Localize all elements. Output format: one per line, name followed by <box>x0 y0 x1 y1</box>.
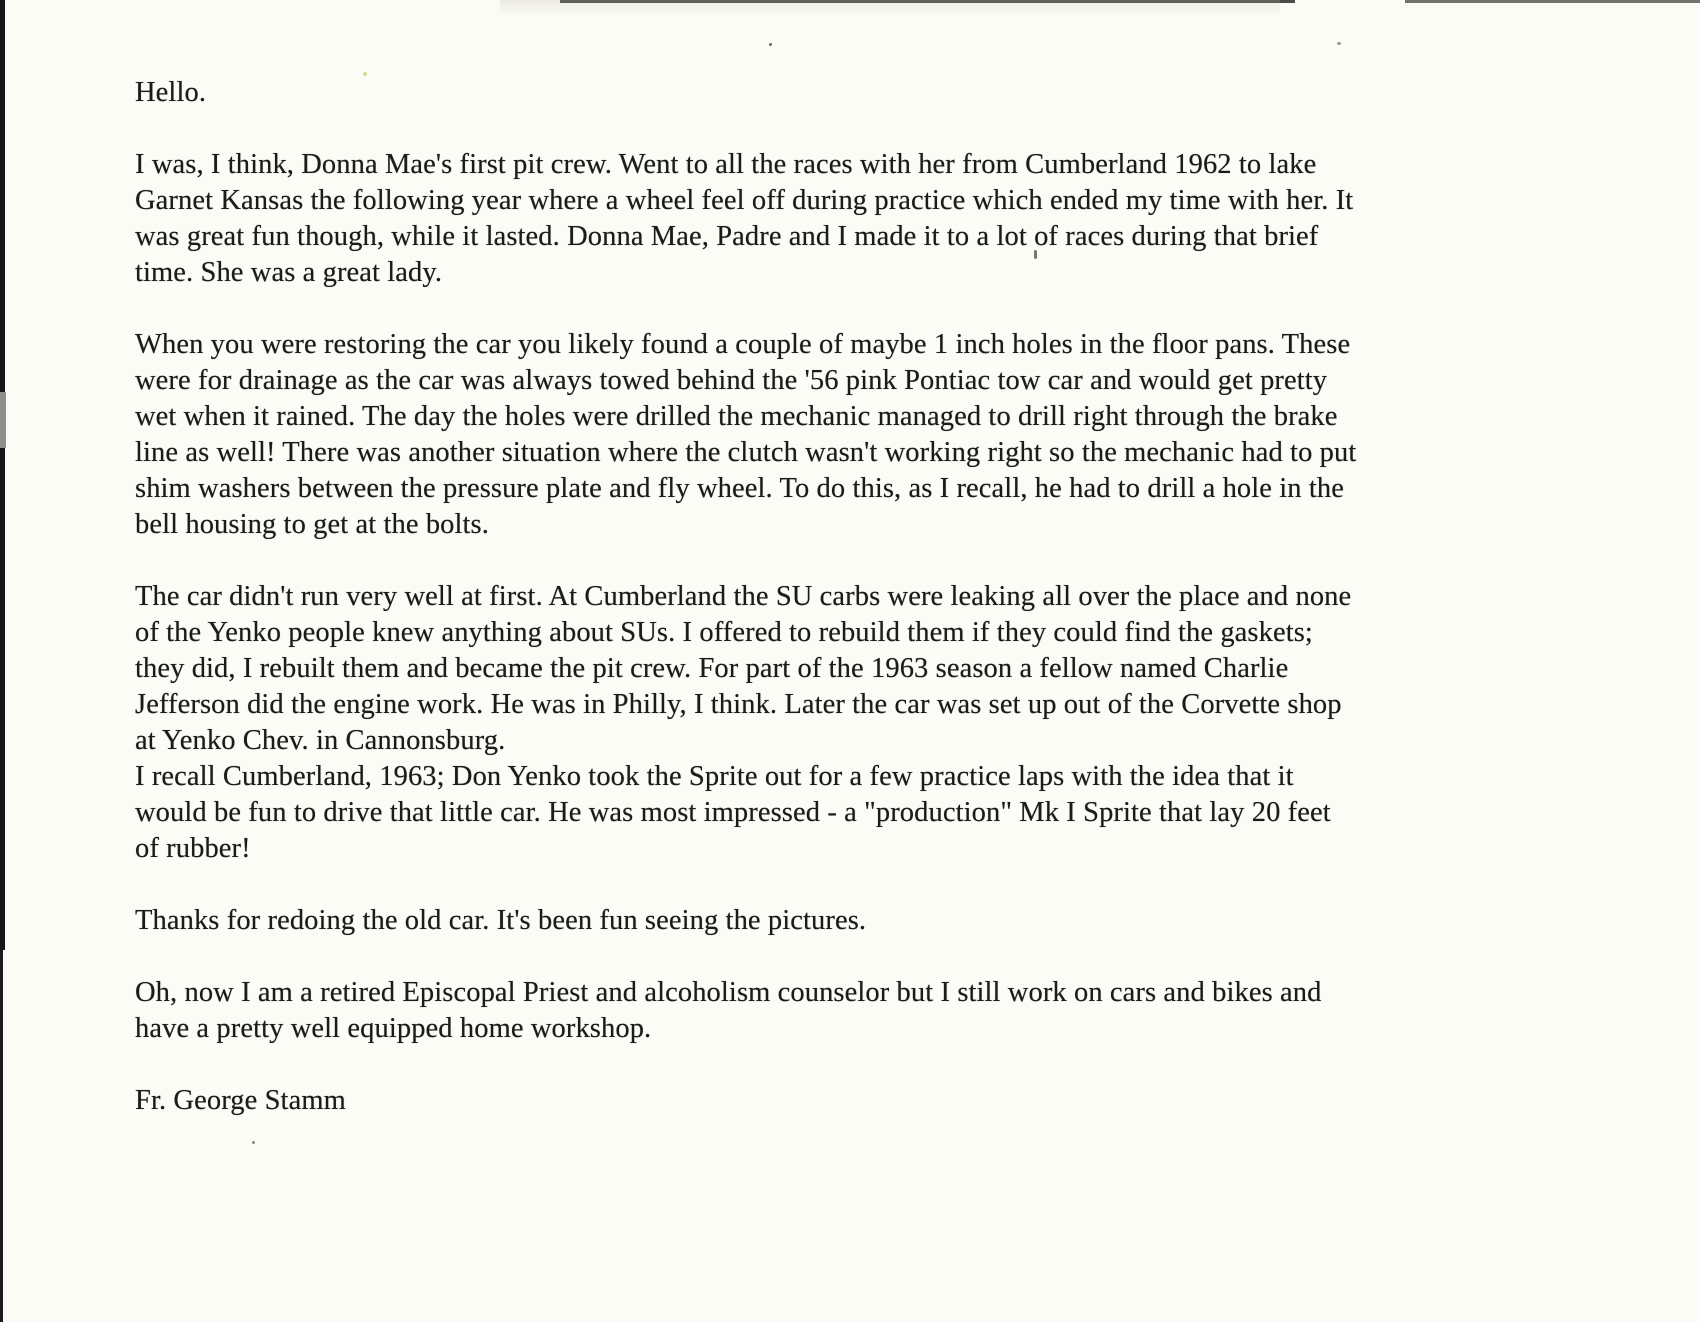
scan-edge-left-lower <box>0 950 3 1322</box>
letter-line: of the Yenko people knew anything about SUs. I offered to rebuild them if they could find the gaskets; <box>135 617 1313 648</box>
scan-speck <box>769 43 772 46</box>
letter-line: Jefferson did the engine work. He was in Philly, I think. Later the car was set up out of the Corvette shop <box>135 689 1342 720</box>
paragraph-4 <box>135 903 1615 939</box>
letter-line: I recall Cumberland, 1963; Don Yenko took the Sprite out for a few practice laps with the idea that it <box>135 761 1294 792</box>
scan-edge-left-upper <box>0 0 5 950</box>
letter-line: Garnet Kansas the following year where a wheel feel off during practice which ended my time with her. It <box>135 185 1354 216</box>
letter-line: time. She was a great lady. <box>135 257 443 288</box>
letter-line: I was, I think, Donna Mae's first pit crew. Went to all the races with her from Cumberland 1962 to lake <box>135 149 1317 180</box>
scan-edge-top-segment-2 <box>1405 0 1700 3</box>
letter-line: they did, I rebuilt them and became the pit crew. For part of the 1963 season a fellow named Charlie <box>135 653 1289 684</box>
letter-line: wet when it rained. The day the holes were drilled the mechanic managed to drill right through the brake <box>135 401 1338 432</box>
letter-body <box>135 75 1615 1155</box>
letter-line: would be fun to drive that little car. He was most impressed - a "production" Mk I Sprite that lay 20 feet <box>135 797 1331 828</box>
letter-line: of rubber! <box>135 833 251 864</box>
letter-line: line as well! There was another situation where the clutch wasn't working right so the mechanic had to put <box>135 437 1357 468</box>
letter-line: bell housing to get at the bolts. <box>135 509 489 540</box>
letter-line: The car didn't run very well at first. At Cumberland the SU carbs were leaking all over the place and none <box>135 581 1352 612</box>
greeting <box>135 75 1615 111</box>
letter-line: Oh, now I am a retired Episcopal Priest and alcoholism counselor but I still work on cars and bikes and <box>135 977 1322 1008</box>
letter-line: shim washers between the pressure plate and fly wheel. To do this, as I recall, he had to drill a hole in the <box>135 473 1344 504</box>
letter-line: were for drainage as the car was always towed behind the '56 pink Pontiac tow car and would get pretty <box>135 365 1328 396</box>
scan-edge-top-haze <box>500 0 1280 16</box>
paragraph-2 <box>135 327 1615 543</box>
letter-line: When you were restoring the car you likely found a couple of maybe 1 inch holes in the floor pans. These <box>135 329 1351 360</box>
signature <box>135 1083 1615 1119</box>
paragraph-5 <box>135 975 1615 1047</box>
letter-line: at Yenko Chev. in Cannonsburg. <box>135 725 506 756</box>
letter-line: Hello. <box>135 77 207 108</box>
scan-edge-left-gray-segment <box>0 392 6 448</box>
letter-line: Thanks for redoing the old car. It's been fun seeing the pictures. <box>135 905 867 936</box>
letter-line: have a pretty well equipped home workshop. <box>135 1013 652 1044</box>
scan-speck <box>1337 42 1341 45</box>
letter-line: was great fun though, while it lasted. Donna Mae, Padre and I made it to a lot of races during that brief <box>135 221 1319 252</box>
paragraph-1 <box>135 147 1615 291</box>
paragraph-3 <box>135 579 1615 867</box>
letter-line: Fr. George Stamm <box>135 1085 346 1116</box>
